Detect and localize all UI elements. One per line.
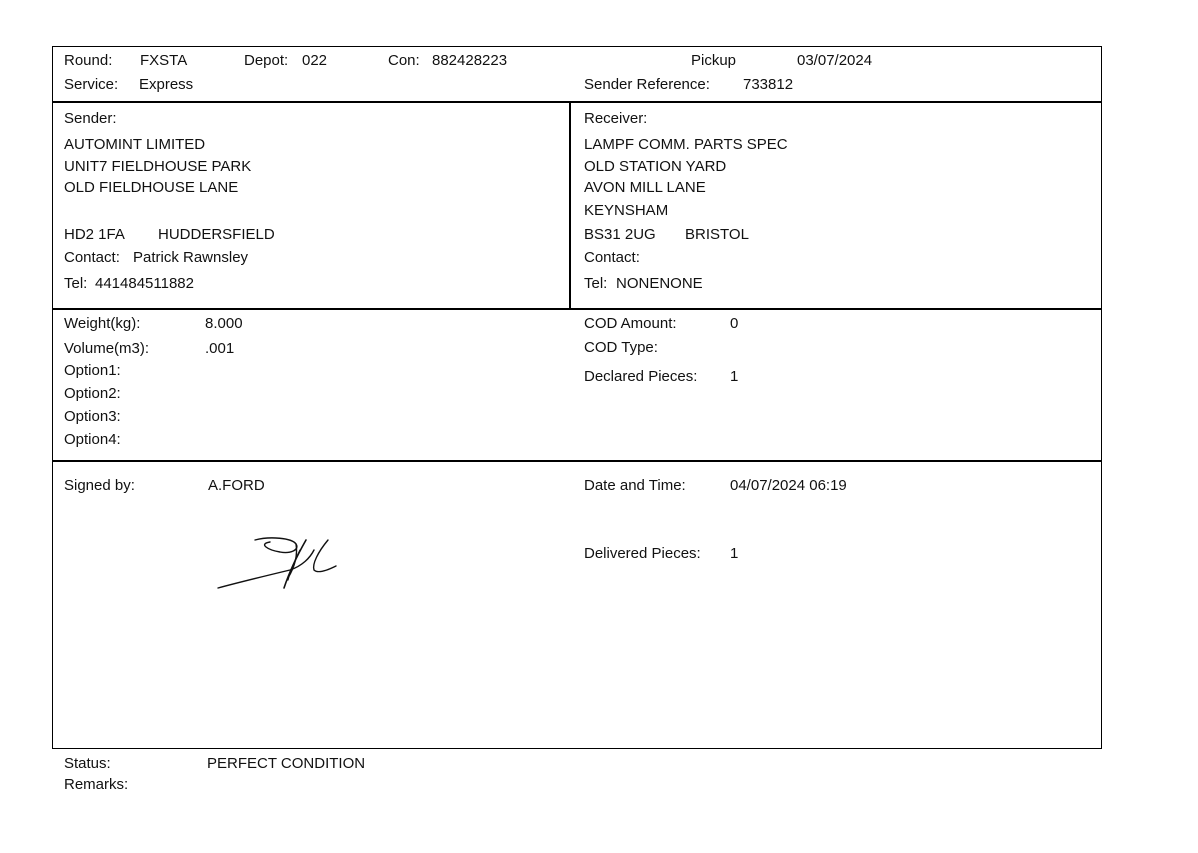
sender-city: HUDDERSFIELD bbox=[158, 226, 275, 243]
receiver-tel-value: NONENONE bbox=[616, 275, 703, 292]
declared-pieces-value: 1 bbox=[730, 368, 739, 385]
declared-pieces-label: Declared Pieces: bbox=[584, 368, 698, 385]
delivered-pieces-label: Delivered Pieces: bbox=[584, 545, 701, 562]
round-value: FXSTA bbox=[140, 52, 188, 69]
pickup-label: Pickup bbox=[691, 52, 737, 69]
receiver-postcode: BS31 2UG bbox=[584, 226, 656, 243]
signed-by-label: Signed by: bbox=[64, 477, 135, 494]
divider-header bbox=[52, 101, 1102, 103]
signed-by-value: A.FORD bbox=[208, 477, 265, 494]
sender-contact-value: Patrick Rawnsley bbox=[133, 249, 249, 266]
sender-heading: Sender: bbox=[64, 110, 117, 127]
receiver-address-line3: KEYNSHAM bbox=[584, 202, 669, 219]
depot-value: 022 bbox=[302, 52, 328, 69]
option4-label: Option4: bbox=[64, 431, 121, 448]
sender-reference-value: 733812 bbox=[743, 76, 794, 93]
round-label: Round: bbox=[64, 52, 113, 69]
sender-postcode: HD2 1FA bbox=[64, 226, 125, 243]
divider-sender-receiver bbox=[569, 101, 571, 309]
receiver-heading: Receiver: bbox=[584, 110, 648, 127]
delivered-pieces-value: 1 bbox=[730, 545, 739, 562]
pod-form-frame bbox=[52, 46, 1102, 749]
receiver-address-line2: AVON MILL LANE bbox=[584, 179, 706, 196]
option3-label: Option3: bbox=[64, 408, 121, 425]
recipient-signature bbox=[210, 530, 350, 600]
con-value: 882428223 bbox=[432, 52, 508, 69]
volume-value: .001 bbox=[205, 340, 235, 357]
volume-label: Volume(m3): bbox=[64, 340, 150, 357]
receiver-name: LAMPF COMM. PARTS SPEC bbox=[584, 136, 788, 153]
date-time-label: Date and Time: bbox=[584, 477, 686, 494]
sender-contact-label: Contact: bbox=[64, 249, 120, 266]
remarks-label: Remarks: bbox=[64, 776, 129, 793]
cod-amount-label: COD Amount: bbox=[584, 315, 677, 332]
receiver-address-line1: OLD STATION YARD bbox=[584, 158, 727, 175]
sender-tel-label: Tel: bbox=[64, 275, 88, 292]
sender-address-line2: OLD FIELDHOUSE LANE bbox=[64, 179, 239, 196]
sender-tel-value: 441484511882 bbox=[95, 275, 194, 292]
weight-value: 8.000 bbox=[205, 315, 243, 332]
depot-label: Depot: bbox=[244, 52, 289, 69]
status-label: Status: bbox=[64, 755, 111, 772]
divider-addresses bbox=[52, 308, 1102, 310]
option2-label: Option2: bbox=[64, 385, 121, 402]
date-time-value: 04/07/2024 06:19 bbox=[730, 477, 847, 494]
receiver-city: BRISTOL bbox=[685, 226, 749, 243]
receiver-contact-label: Contact: bbox=[584, 249, 640, 266]
status-value: PERFECT CONDITION bbox=[207, 755, 366, 772]
pickup-date: 03/07/2024 bbox=[797, 52, 873, 69]
cod-amount-value: 0 bbox=[730, 315, 739, 332]
sender-address-line1: UNIT7 FIELDHOUSE PARK bbox=[64, 158, 252, 175]
service-value: Express bbox=[139, 76, 194, 93]
cod-type-label: COD Type: bbox=[584, 339, 658, 356]
sender-reference-label: Sender Reference: bbox=[584, 76, 710, 93]
divider-details bbox=[52, 460, 1102, 462]
option1-label: Option1: bbox=[64, 362, 121, 379]
sender-name: AUTOMINT LIMITED bbox=[64, 136, 206, 153]
service-label: Service: bbox=[64, 76, 119, 93]
receiver-tel-label: Tel: bbox=[584, 275, 608, 292]
con-label: Con: bbox=[388, 52, 420, 69]
weight-label: Weight(kg): bbox=[64, 315, 141, 332]
